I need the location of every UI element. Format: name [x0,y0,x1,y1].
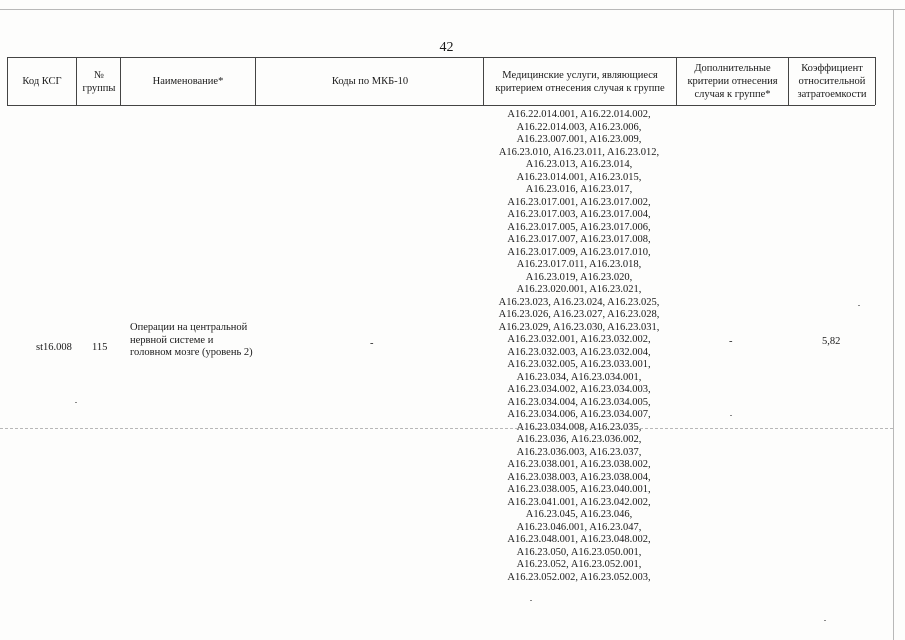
service-codes-line: A16.23.032.005, A16.23.033.001, [507,359,651,370]
header-name: Наименование* [152,76,224,87]
service-codes-line: A16.23.045, A16.23.046, [525,509,633,520]
column-divider [483,57,484,105]
scan-artifact-line [0,428,893,429]
service-codes-line: A16.23.017.007, A16.23.017.008, [507,234,651,245]
column-divider [120,57,121,105]
ksg-code-cell: st16.008 [36,342,72,353]
service-codes-line: A16.23.052, A16.23.052.001, [516,559,642,570]
column-divider [7,57,8,105]
service-codes-line: A16.22.014.001, A16.22.014.002, [507,109,651,120]
group-name-cell: Операции на центральной нервной системе и головном мозге (уровень 2) [130,322,253,358]
extra-criteria-cell: - [729,336,733,347]
header-bottom-rule [7,105,875,106]
service-codes-line: A16.23.038.005, A16.23.040.001, [507,484,651,495]
service-codes-line: A16.23.050, A16.23.050.001, [516,546,642,558]
service-codes-line: A16.23.034.006, A16.23.034.007, [507,409,651,420]
scan-speck [824,620,826,621]
services-cell [483,109,675,584]
header-group-no: № группы [82,69,116,94]
page-top-edge [0,9,905,10]
service-codes-line: A16.23.019, A16.23.020, [525,271,633,283]
column-divider [788,57,789,105]
header-mkb-codes: Коды по МКБ-10 [331,76,409,87]
service-codes-line: A16.23.026, A16.23.027, A16.23.028, [498,309,660,320]
service-codes-line: A16.23.017.011, A16.23.018, [516,259,642,270]
column-divider [676,57,677,105]
service-codes-line: A16.23.041.001, A16.23.042.002, [507,496,651,508]
service-codes-line: A16.23.020.001, A16.23.021, [516,284,642,295]
service-codes-line: A16.23.023, A16.23.024, A16.23.025, [498,296,660,308]
coefficient-cell: 5,82 [822,336,841,347]
column-divider [875,57,876,105]
service-codes-line: A16.23.016, A16.23.017, [525,184,633,195]
scan-speck [730,415,732,416]
service-codes-line: A16.23.032.003, A16.23.032.004, [507,346,651,358]
service-codes-line: A16.23.038.003, A16.23.038.004, [507,471,651,483]
service-codes-line: A16.22.014.003, A16.23.006, [516,121,642,133]
service-codes-line: A16.23.052.002, A16.23.052.003, [507,571,651,583]
header-coefficient: Коэффициент относительной затратоемкости [797,63,867,100]
mkb-codes-cell: - [370,338,374,349]
service-codes-line: A16.23.017.009, A16.23.017.010, [507,246,651,258]
scan-speck [75,402,77,403]
service-codes-line: A16.23.046.001, A16.23.047, [516,521,642,533]
service-codes-line: A16.23.013, A16.23.014, [525,159,633,170]
service-codes-line: A16.23.036.003, A16.23.037, [516,446,642,458]
page-right-edge [893,9,894,640]
header-extra-criteria: Дополнительные критерии отнесения случая к группе* [687,63,778,100]
service-codes-line: A16.23.010, A16.23.011, A16.23.012, [498,146,660,158]
service-codes-line: A16.23.038.001, A16.23.038.002, [507,459,651,470]
service-codes-line: A16.23.036, A16.23.036.002, [516,434,642,445]
service-codes-line: A16.23.017.003, A16.23.017.004, [507,209,651,220]
group-no-cell: 115 [92,342,108,353]
service-codes-line: A16.23.017.001, A16.23.017.002, [507,196,651,208]
service-codes-line: A16.23.034.002, A16.23.034.003, [507,384,651,395]
service-codes-line: A16.23.014.001, A16.23.015, [516,171,642,183]
service-codes-line: A16.23.034.008, A16.23.035, [516,421,642,433]
page-number: 42 [439,40,454,55]
service-codes-line: A16.23.034.004, A16.23.034.005, [507,396,651,408]
service-codes-line: A16.23.034, A16.23.034.001, [516,371,642,383]
scan-speck [858,305,860,306]
service-codes-line: A16.23.048.001, A16.23.048.002, [507,534,651,545]
header-services: Медицинские услуги, являющиеся критерием отнесения случая к группе [495,69,665,94]
column-divider [255,57,256,105]
service-codes-line: A16.23.032.001, A16.23.032.002, [507,334,651,345]
service-codes-line: A16.23.007.001, A16.23.009, [516,134,642,145]
scan-speck [530,600,532,601]
service-codes-line: A16.23.029, A16.23.030, A16.23.031, [498,321,660,333]
header-ksg-code: Код КСГ [22,76,62,87]
service-codes-line: A16.23.017.005, A16.23.017.006, [507,221,651,233]
column-divider [76,57,77,105]
